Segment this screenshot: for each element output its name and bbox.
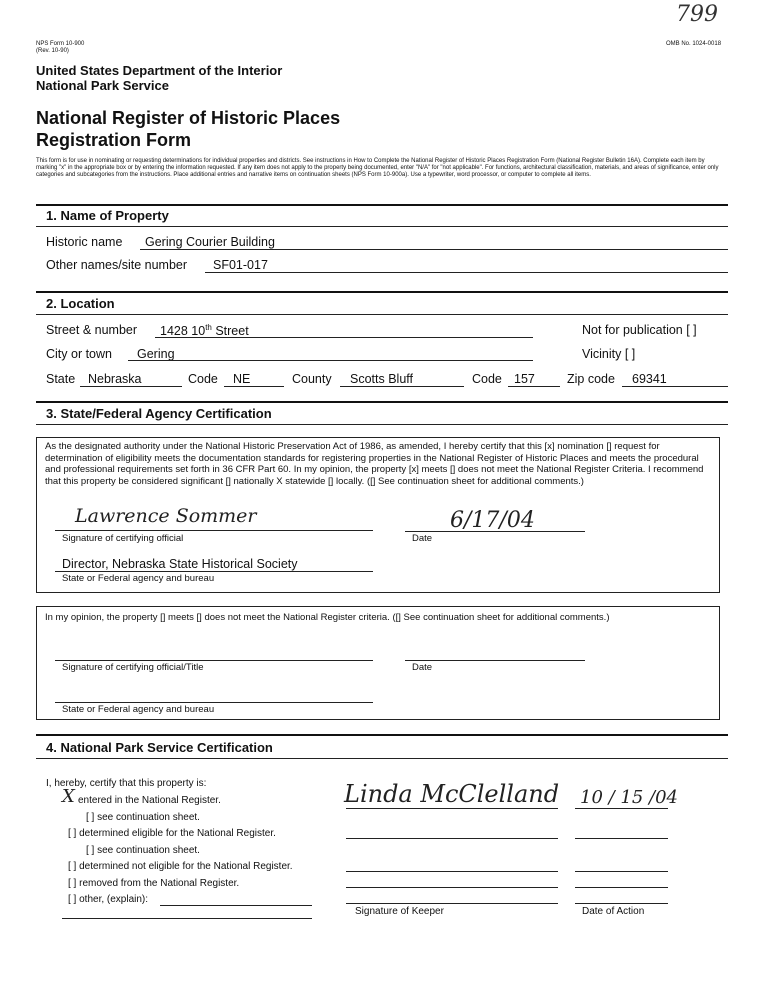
form-revision: (Rev. 10-90) xyxy=(36,48,69,54)
historic-name-line xyxy=(140,249,728,250)
certifying-sig-label: Signature of certifying official xyxy=(62,533,184,544)
entered-check-mark: X xyxy=(62,786,75,807)
historic-name-value[interactable]: Gering Courier Building xyxy=(145,235,275,249)
item-entered[interactable]: entered in the National Register. xyxy=(78,795,221,806)
county-code-line xyxy=(508,386,560,387)
state-code-label: Code xyxy=(188,372,218,386)
section1-underline xyxy=(36,226,728,227)
zip-label: Zip code xyxy=(567,372,615,386)
county-code-value[interactable]: 157 xyxy=(514,372,535,386)
item-continuation-2[interactable]: [ ] see continuation sheet. xyxy=(86,845,200,856)
page-number: 799 xyxy=(676,2,718,27)
keeper-label: Signature of Keeper xyxy=(355,906,444,917)
action-line-1 xyxy=(575,808,668,809)
action-line-3 xyxy=(575,871,668,872)
section2-rule xyxy=(36,291,728,293)
item-removed[interactable]: [ ] removed from the National Register. xyxy=(68,878,240,889)
county-value[interactable]: Scotts Bluff xyxy=(350,372,413,386)
instructions: This form is for use in nominating or requesting determinations for individual properties and districts. See instructions in How to Complete the National Register of Historic Places Registration Form (National Register Bulletin 16A). Complete each item by marking "x" in the appropriate box or by entering the information requested. If any item does not apply to the property being documented, enter "N/A" for "not applicable". For functions, architectural classification, materials, and areas of significance, enter only categories and subcategories from the instructions. Place additional entries and narrative items on continuation sheets (NPS Form 10-900a). Use a typewriter, word processor, or computer to complete all items. xyxy=(36,158,719,178)
agency-line xyxy=(55,571,373,572)
item-continuation-1[interactable]: [ ] see continuation sheet. xyxy=(86,812,200,823)
item-other[interactable]: [ ] other, (explain): xyxy=(68,894,149,905)
section1-title: 1. Name of Property xyxy=(46,208,169,223)
street-line xyxy=(155,337,533,338)
form-title-line1: National Register of Historic Places xyxy=(36,108,341,128)
omb-number: OMB No. 1024-0018 xyxy=(666,41,722,47)
section4-rule xyxy=(36,734,728,736)
opinion-sig-label: Signature of certifying official/Title xyxy=(62,662,204,673)
action-line-4 xyxy=(575,887,668,888)
agency-value[interactable]: Director, Nebraska State Historical Society xyxy=(62,557,298,571)
county-label: County xyxy=(292,372,332,386)
street-number: 1428 10 xyxy=(160,324,206,339)
other-explain-line-2 xyxy=(62,918,312,919)
opinion-agency-label: State or Federal agency and bureau xyxy=(62,704,215,715)
zip-value[interactable]: 69341 xyxy=(632,372,667,386)
certification-text: As the designated authority under the National Historic Preservation Act of 1986, as amended, I hereby certify that this [x] nomination [] request for determination of eligibility meets the documentation standards for registering properties in the National Register of Historic Places and meets the procedural and professional requirements set forth in 36 CFR Part 60. In my opinion, the property [x] meets [] does not meet the National Register Criteria. I recommend that this property be considered significant [] nationally X statewide [] locally. ([] See continuation sheet for additional comments.) xyxy=(45,441,704,487)
zip-line xyxy=(622,386,728,387)
keeper-line-2 xyxy=(346,838,558,839)
city-value[interactable]: Gering xyxy=(137,347,175,361)
state-code-line xyxy=(224,386,284,387)
city-label: City or town xyxy=(46,347,112,361)
action-date-label: Date of Action xyxy=(582,906,645,917)
opinion-date-line xyxy=(405,660,585,661)
not-for-publication[interactable]: Not for publication [ ] xyxy=(582,323,697,337)
item-determined-eligible[interactable]: [ ] determined eligible for the National Register. xyxy=(68,828,276,839)
opinion-text: In my opinion, the property [] meets [] does not meet the National Register criteria. ([] See continuation sheet for additional comments.) xyxy=(45,612,610,623)
form-title-line2: Registration Form xyxy=(36,130,192,150)
keeper-line-5 xyxy=(346,903,558,904)
other-explain-line-1 xyxy=(160,905,312,906)
certifying-date: 6/17/04 xyxy=(450,508,535,533)
keeper-line-3 xyxy=(346,871,558,872)
opinion-date-label: Date xyxy=(412,662,433,673)
department: United States Department of the Interior xyxy=(36,63,283,78)
certifying-signature: Lawrence Sommer xyxy=(75,505,257,527)
section3-title: 3. State/Federal Agency Certification xyxy=(46,406,272,421)
section4-title: 4. National Park Service Certification xyxy=(46,740,273,755)
certifying-sig-line xyxy=(55,530,373,531)
section3-rule xyxy=(36,401,728,403)
other-names-value[interactable]: SF01-017 xyxy=(213,258,268,272)
state-line xyxy=(80,386,182,387)
opinion-agency-line xyxy=(55,702,373,703)
form-number: NPS Form 10-900 xyxy=(36,41,85,47)
section1-rule xyxy=(36,204,728,206)
certify-intro: I, hereby, certify that this property is: xyxy=(46,778,207,789)
opinion-sig-line xyxy=(55,660,373,661)
county-line xyxy=(340,386,464,387)
section2-title: 2. Location xyxy=(46,296,115,311)
section2-underline xyxy=(36,314,728,315)
action-line-2 xyxy=(575,838,668,839)
keeper-line-4 xyxy=(346,887,558,888)
county-code-label: Code xyxy=(472,372,502,386)
item-not-eligible[interactable]: [ ] determined not eligible for the National Register. xyxy=(68,861,293,872)
section4-underline xyxy=(36,758,728,759)
other-names-line xyxy=(205,272,728,273)
section3-underline xyxy=(36,424,728,425)
city-line xyxy=(128,360,533,361)
action-date: 10 / 15 /04 xyxy=(580,787,679,808)
other-names-label: Other names/site number xyxy=(46,258,188,272)
state-label: State xyxy=(46,372,76,386)
street-ordinal: th xyxy=(205,323,212,332)
keeper-signature: Linda McClelland xyxy=(344,780,560,808)
historic-name-label: Historic name xyxy=(46,235,123,249)
state-code-value[interactable]: NE xyxy=(233,372,251,386)
agency-label: State or Federal agency and bureau xyxy=(62,573,215,584)
certifying-date-line xyxy=(405,531,585,532)
state-value[interactable]: Nebraska xyxy=(88,372,142,386)
vicinity[interactable]: Vicinity [ ] xyxy=(582,347,636,361)
street-suffix: Street xyxy=(211,324,249,339)
certifying-date-label: Date xyxy=(412,533,433,544)
keeper-line-1 xyxy=(346,808,558,809)
service: National Park Service xyxy=(36,78,169,93)
street-value[interactable] xyxy=(160,323,249,338)
street-label: Street & number xyxy=(46,323,138,337)
action-line-5 xyxy=(575,903,668,904)
